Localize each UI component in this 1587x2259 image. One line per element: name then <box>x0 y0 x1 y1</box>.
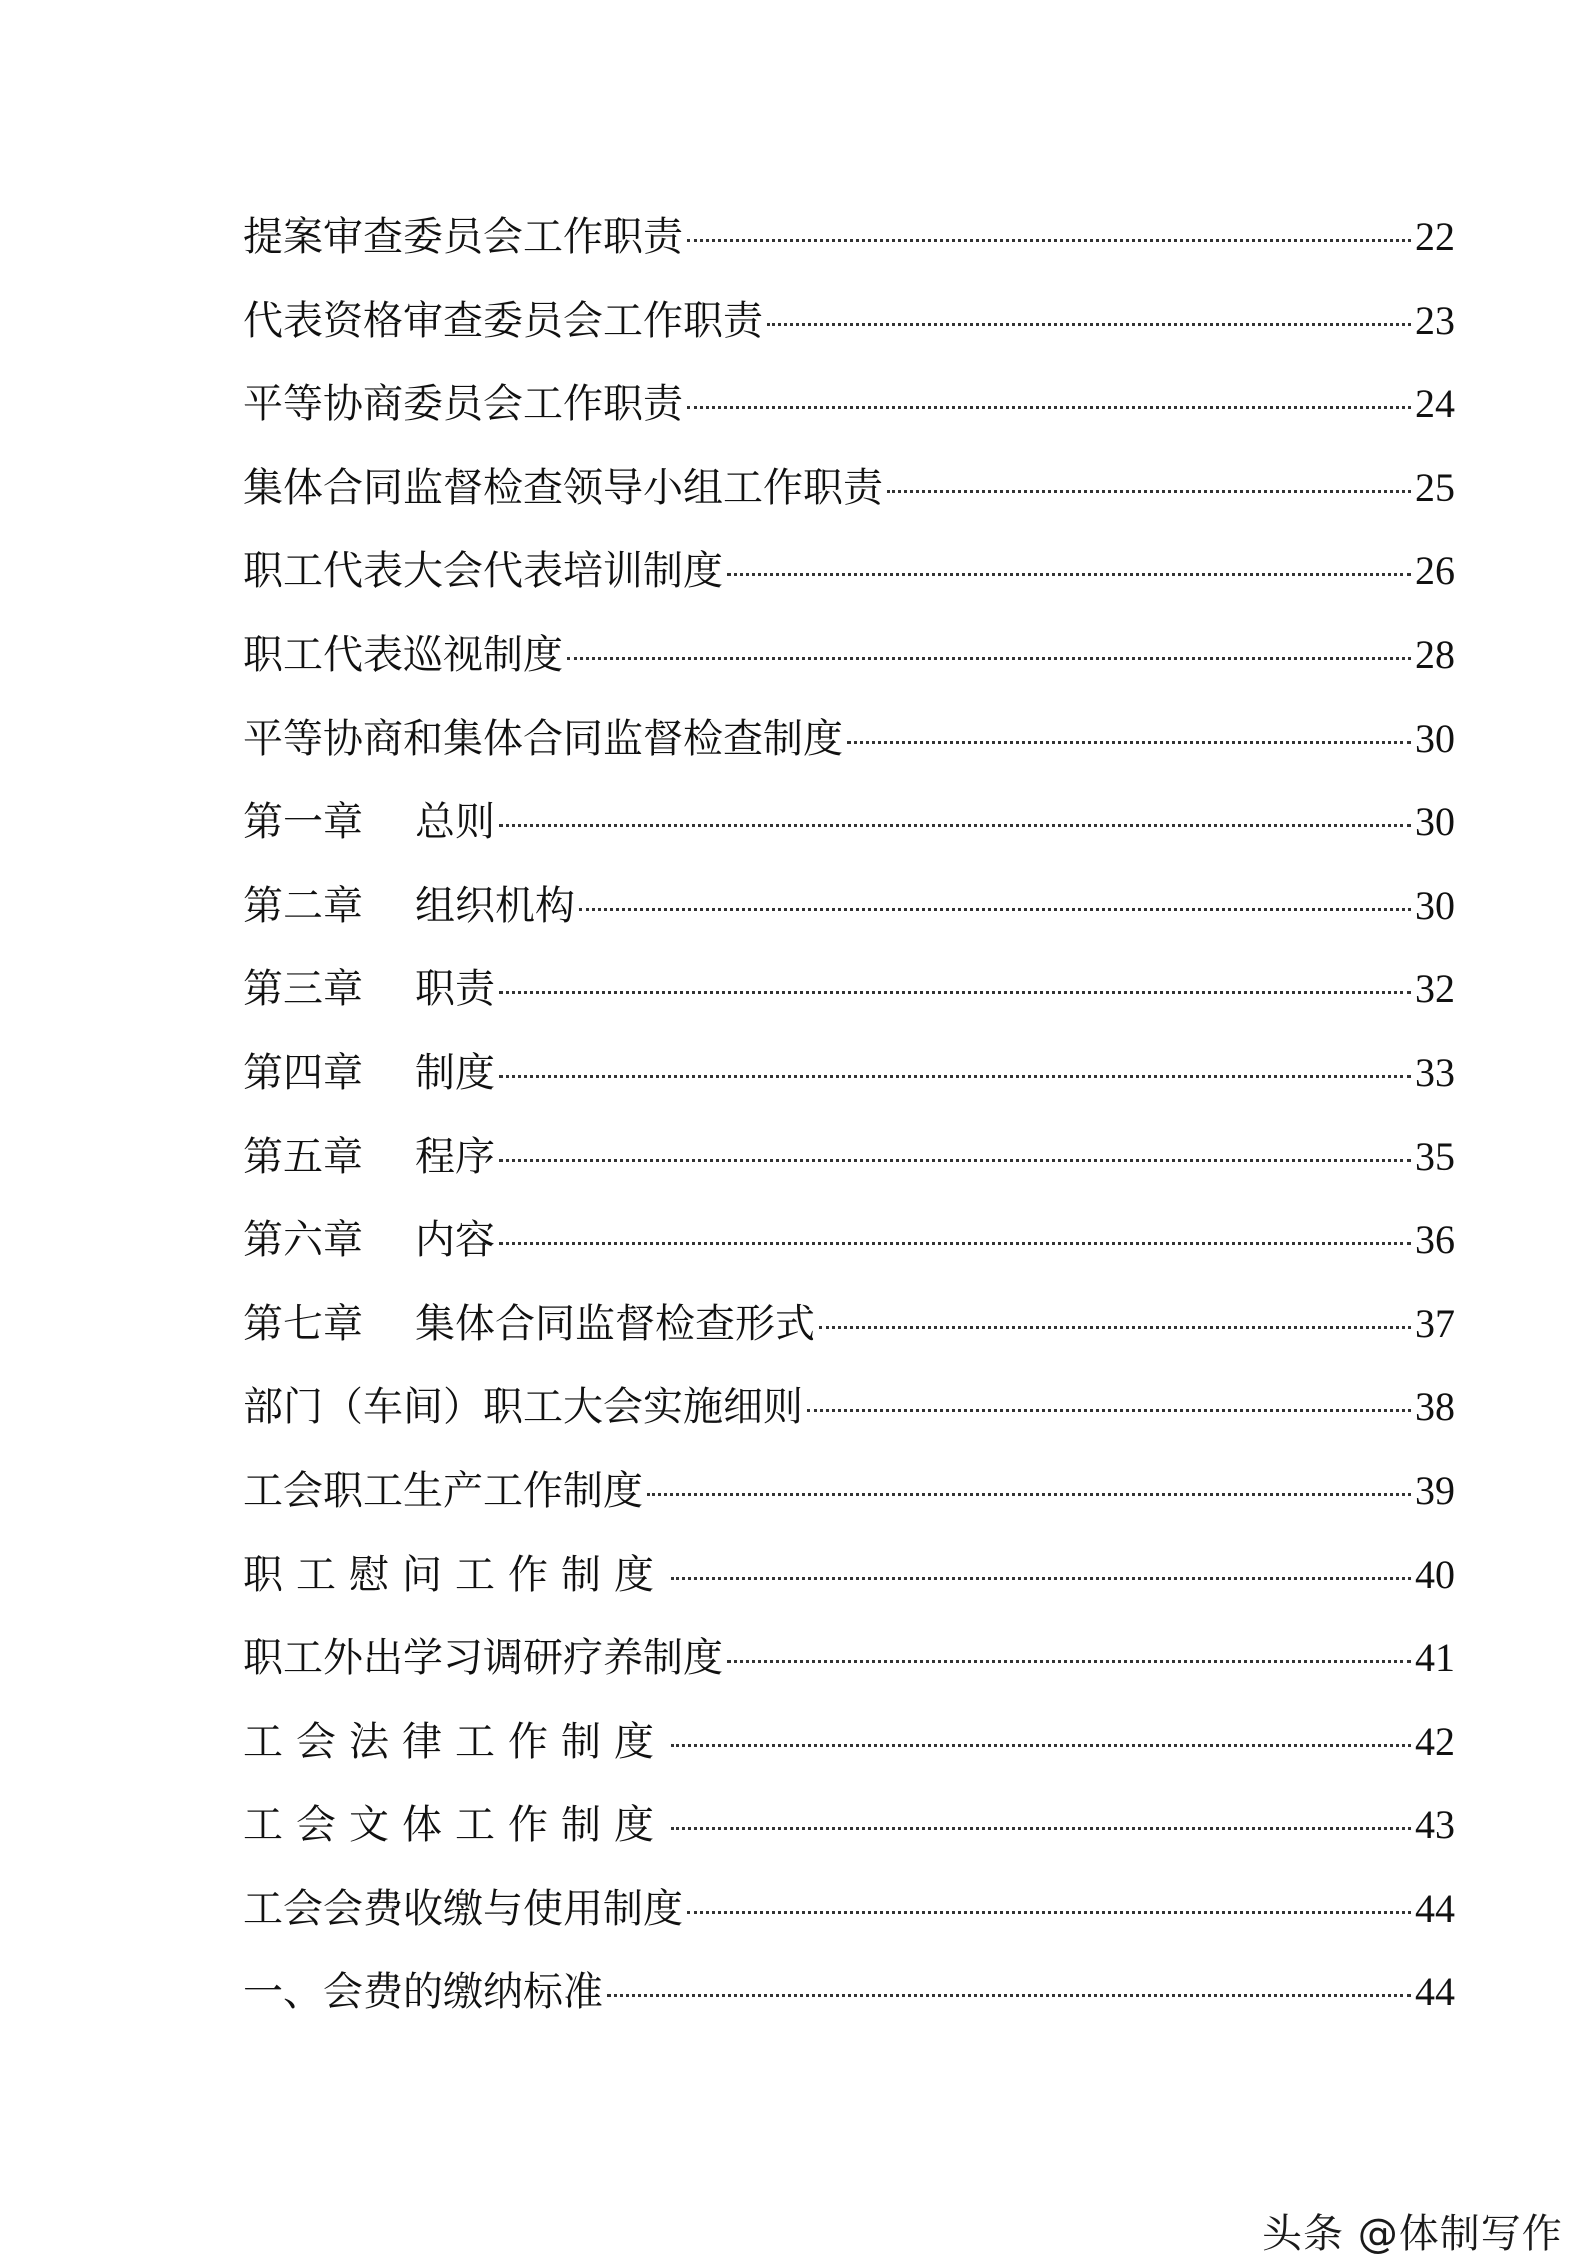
chapter-title: 程序 <box>415 1133 495 1180</box>
toc-page-number: 30 <box>1415 882 1455 928</box>
toc-entry-title <box>243 1283 815 1367</box>
toc-dot-leader <box>499 824 1411 827</box>
toc-dot-leader <box>607 1994 1411 1997</box>
toc-entry[interactable] <box>243 1533 1455 1617</box>
toc-dot-leader <box>499 1242 1411 1245</box>
toc-page-number: 33 <box>1415 1049 1455 1095</box>
chapter-title: 集体合同监督检查形式 <box>415 1300 815 1347</box>
toc-dot-leader <box>807 1409 1411 1412</box>
toc-dot-leader <box>671 1577 1411 1580</box>
toc-entry[interactable] <box>243 1867 1455 1951</box>
toc-dot-leader <box>887 490 1411 493</box>
toc-entry[interactable] <box>243 697 1455 781</box>
toc-dot-leader <box>847 741 1411 744</box>
toc-page-number: 22 <box>1415 214 1455 259</box>
chapter-number: 第四章 <box>243 1049 363 1096</box>
chapter-number: 第一章 <box>243 799 363 846</box>
toc-entry-title: 部门（车间）职工大会实施细则 <box>243 1384 803 1431</box>
toc-page-number: 41 <box>1415 1635 1455 1681</box>
toc-dot-leader <box>567 657 1411 660</box>
chapter-title: 总则 <box>415 799 495 846</box>
toc-entry-title: 平等协商和集体合同监督检查制度 <box>243 715 843 762</box>
toc-page-number: 32 <box>1415 966 1455 1012</box>
toc-entry[interactable] <box>243 279 1455 363</box>
toc-chapter-entry[interactable] <box>243 1031 1455 1115</box>
toc-page-number: 35 <box>1415 1133 1455 1179</box>
toc-entry[interactable] <box>243 1449 1455 1533</box>
toc-page-number: 44 <box>1415 1885 1455 1931</box>
source-watermark: 头条 @体制写作 <box>1262 2211 1563 2257</box>
toc-entry-title: 集体合同监督检查领导小组工作职责 <box>243 464 883 511</box>
chapter-number: 第六章 <box>243 1217 363 1264</box>
toc-chapter-entry[interactable] <box>243 1115 1455 1199</box>
toc-page-number: 37 <box>1415 1300 1455 1346</box>
toc-entry-title: 职工代表大会代表培训制度 <box>243 548 723 595</box>
chapter-number: 第五章 <box>243 1133 363 1180</box>
toc-page-number: 43 <box>1415 1802 1455 1848</box>
toc-chapter-entry[interactable] <box>243 947 1455 1031</box>
toc-entry-title: 职工外出学习调研疗养制度 <box>243 1635 723 1682</box>
toc-entry[interactable] <box>243 529 1455 613</box>
toc-dot-leader <box>499 991 1411 994</box>
toc-entry[interactable] <box>243 1783 1455 1867</box>
toc-entry-title: 工会会费收缴与使用制度 <box>243 1885 683 1932</box>
toc-chapter-entry[interactable] <box>243 1198 1455 1282</box>
toc-page-number: 36 <box>1415 1217 1455 1263</box>
toc-page-number: 39 <box>1415 1467 1455 1513</box>
toc-chapter-entry[interactable] <box>243 1282 1455 1366</box>
toc-chapter-entry[interactable] <box>243 780 1455 864</box>
toc-entry[interactable] <box>243 1365 1455 1449</box>
toc-page-number: 44 <box>1415 1969 1455 2015</box>
toc-page-number: 26 <box>1415 548 1455 594</box>
toc-entry[interactable] <box>243 446 1455 530</box>
toc-page-number: 30 <box>1415 799 1455 845</box>
toc-page-number: 24 <box>1415 381 1455 427</box>
toc-dot-leader <box>499 1159 1411 1162</box>
chapter-title: 制度 <box>415 1049 495 1096</box>
toc-page-number: 25 <box>1415 464 1455 510</box>
toc-entry-title: 职工慰问工作制度 <box>243 1551 667 1598</box>
toc-entry[interactable] <box>243 195 1455 279</box>
toc-entry-title: 提案审查委员会工作职责 <box>243 214 683 260</box>
toc-entry[interactable] <box>243 362 1455 446</box>
toc-entry-title <box>243 948 495 1032</box>
toc-dot-leader <box>687 1911 1411 1914</box>
toc-entry-title: 职工代表巡视制度 <box>243 631 563 678</box>
toc-entry-title <box>243 1199 495 1283</box>
toc-dot-leader <box>727 1660 1411 1663</box>
toc-page-number: 28 <box>1415 631 1455 677</box>
toc-entry-title: 工会文体工作制度 <box>243 1802 667 1849</box>
toc-dot-leader <box>499 1075 1411 1078</box>
toc-entry-title: 代表资格审查委员会工作职责 <box>243 297 763 344</box>
chapter-number: 第二章 <box>243 882 363 929</box>
toc-entry-title <box>243 1032 495 1116</box>
toc-dot-leader <box>671 1744 1411 1747</box>
toc-dot-leader <box>671 1827 1411 1830</box>
toc-entry[interactable] <box>243 1950 1455 2034</box>
toc-entry-title: 工会法律工作制度 <box>243 1718 667 1765</box>
toc-dot-leader <box>647 1493 1411 1496</box>
toc-chapter-entry[interactable] <box>243 864 1455 948</box>
toc-entry-title: 一、会费的缴纳标准 <box>243 1969 603 2016</box>
chapter-title: 职责 <box>415 966 495 1013</box>
table-of-contents <box>243 195 1455 2034</box>
toc-dot-leader <box>767 323 1411 326</box>
chapter-number: 第三章 <box>243 966 363 1013</box>
toc-entry-title <box>243 781 495 865</box>
toc-page-number: 30 <box>1415 715 1455 761</box>
toc-dot-leader <box>819 1326 1411 1329</box>
toc-page-number: 38 <box>1415 1384 1455 1430</box>
toc-page-number: 23 <box>1415 297 1455 343</box>
toc-entry[interactable] <box>243 1700 1455 1784</box>
chapter-title: 内容 <box>415 1217 495 1264</box>
toc-entry-title: 工会职工生产工作制度 <box>243 1467 643 1514</box>
toc-dot-leader <box>727 573 1411 576</box>
toc-entry-title <box>243 1116 495 1200</box>
toc-page-number: 42 <box>1415 1718 1455 1764</box>
toc-dot-leader <box>579 908 1411 911</box>
toc-entry[interactable] <box>243 613 1455 697</box>
toc-entry-title <box>243 865 575 949</box>
chapter-title: 组织机构 <box>415 882 575 929</box>
toc-entry-title: 平等协商委员会工作职责 <box>243 381 683 428</box>
toc-dot-leader <box>687 239 1411 242</box>
toc-dot-leader <box>687 406 1411 409</box>
toc-page-number: 40 <box>1415 1551 1455 1597</box>
chapter-number: 第七章 <box>243 1300 363 1347</box>
toc-entry[interactable] <box>243 1616 1455 1700</box>
